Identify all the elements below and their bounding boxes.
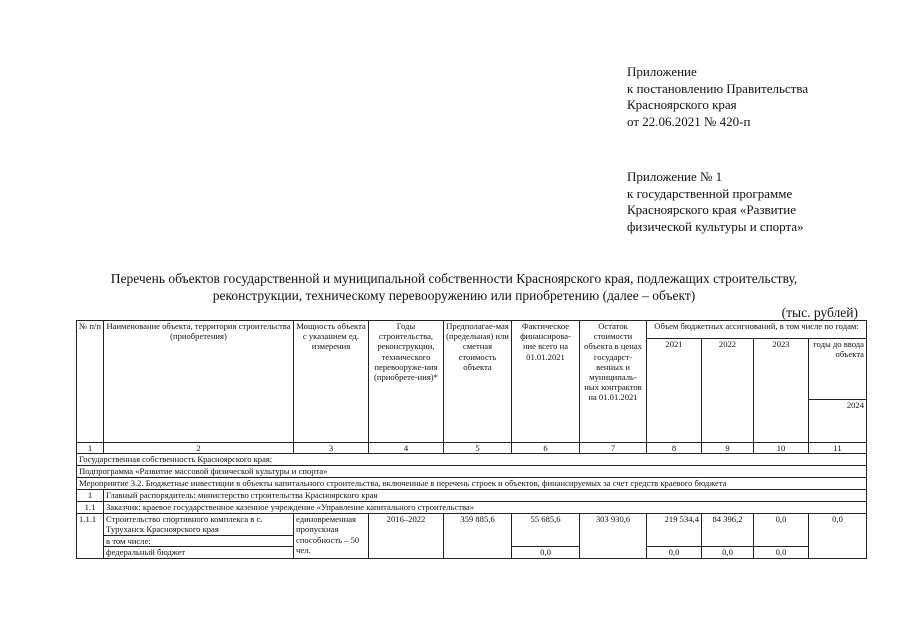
- header-until-year: 2024: [809, 400, 867, 443]
- header-estimated-cost: Предполагае-мая (предельная) или сметная стоимость объекта: [444, 321, 512, 443]
- column-numbers-row: [77, 443, 867, 454]
- object-name: Строительство спортивного комплекса в с. Туруханск Красноярского края: [104, 514, 294, 536]
- object-2023: 0,0: [754, 514, 809, 536]
- distributor-num: 1: [77, 490, 104, 502]
- customer-row: [77, 502, 867, 514]
- column-number: 5: [444, 443, 512, 454]
- object-row: [77, 514, 867, 536]
- including-2022: [702, 536, 754, 547]
- units-label: (тыс. рублей): [781, 305, 858, 320]
- column-number: 9: [702, 443, 754, 454]
- section-measure: Мероприятие 3.2. Бюджетные инвестиции в объекты капитального строительства, включенные в перечень строек и объектов, финансируемых за счет средств краевого бюджета: [77, 478, 867, 490]
- header-until-commissioning: годы до ввода объекта: [809, 339, 867, 400]
- header-year-2023: 2023: [754, 339, 809, 443]
- header-budget-group: Объем бюджетных ассигнований, в том числе по годам:: [647, 321, 867, 339]
- object-estimated-cost: 359 885,6: [444, 514, 512, 558]
- title-line-2: реконструкции, техническому перевооружению или приобретению (далее – объект): [212, 288, 696, 303]
- header-year-2021: 2021: [647, 339, 702, 443]
- including-label: в том числе:: [104, 536, 294, 547]
- federal-label: федеральный бюджет: [104, 547, 294, 558]
- column-number: 8: [647, 443, 702, 454]
- object-2022: 84 396,2: [702, 514, 754, 536]
- object-until-commissioning: 0,0: [809, 514, 867, 558]
- object-years: 2016–2022: [369, 514, 444, 558]
- title-line-1: Перечень объектов государственной и муниципальной собственности Красноярского края, подлежащих строительству,: [110, 271, 798, 286]
- including-actual: [512, 536, 580, 547]
- objects-table: [76, 320, 867, 559]
- section-row: [77, 478, 867, 490]
- column-number: 6: [512, 443, 580, 454]
- appendix-line: Красноярского края: [627, 97, 737, 112]
- column-number: 1: [77, 443, 104, 454]
- header-actual-financing: Фактическое финансирова-ние всего на 01.01.2021: [512, 321, 580, 443]
- column-number: 10: [754, 443, 809, 454]
- header-remaining-cost: Остаток стоимости объекта в ценах государст-венных и муниципаль-ных контрактов на 01.01.2021: [580, 321, 647, 443]
- header-capacity: Мощность объекта с указанием ед. измерения: [294, 321, 369, 443]
- section-row: [77, 454, 867, 466]
- section-row: [77, 466, 867, 478]
- appendix-line: к постановлению Правительства: [627, 80, 809, 96]
- header-year-2022: 2022: [702, 339, 754, 443]
- object-capacity: единовременная пропускная способность – 50 чел.: [294, 514, 369, 558]
- distributor-row: [77, 490, 867, 502]
- appendix-decree-block: [627, 64, 808, 130]
- section-subprogram: Подпрограмма «Развитие массовой физической культуры и спорта»: [77, 466, 867, 478]
- including-2021: [647, 536, 702, 547]
- customer-num: 1.1: [77, 502, 104, 514]
- appendix-line: физической культуры и спорта»: [627, 218, 804, 234]
- federal-actual: 0,0: [512, 547, 580, 558]
- federal-2022: 0,0: [702, 547, 754, 558]
- column-number: 11: [809, 443, 867, 454]
- header-num: № п/п: [77, 321, 104, 443]
- object-num: 1.1.1: [77, 514, 104, 558]
- appendix-line: к государственной программе: [627, 185, 793, 201]
- customer-text: Заказчик: краевое государственное казенное учреждение «Управление капитального строительства»: [104, 502, 867, 514]
- federal-2023: 0,0: [754, 547, 809, 558]
- section-state-property: Государственная собственность Красноярского края:: [77, 454, 867, 466]
- object-2021: 219 534,4: [647, 514, 702, 536]
- header-name: Наименование объекта, территория строительства (приобретения): [104, 321, 294, 443]
- column-number: 7: [580, 443, 647, 454]
- appendix-line: Красноярского края «Развитие: [627, 202, 797, 217]
- header-years: Годы строительства, реконструкции, технического перевооруже-ния (приобрете-ния)*: [369, 321, 444, 443]
- distributor-text: Главный распорядитель: министерство строительства Красноярского края: [104, 490, 867, 502]
- appendix-line: Приложение: [627, 64, 697, 79]
- appendix-program-block: [627, 169, 804, 235]
- column-number: 4: [369, 443, 444, 454]
- object-remaining-cost: 303 930,6: [580, 514, 647, 558]
- column-number: 2: [104, 443, 294, 454]
- column-number: 3: [294, 443, 369, 454]
- appendix-line: от 22.06.2021 № 420-п: [627, 113, 751, 129]
- federal-2021: 0,0: [647, 547, 702, 558]
- object-actual-financing: 55 685,6: [512, 514, 580, 536]
- appendix-line: Приложение № 1: [627, 169, 723, 184]
- document-title: [40, 270, 868, 304]
- including-2023: [754, 536, 809, 547]
